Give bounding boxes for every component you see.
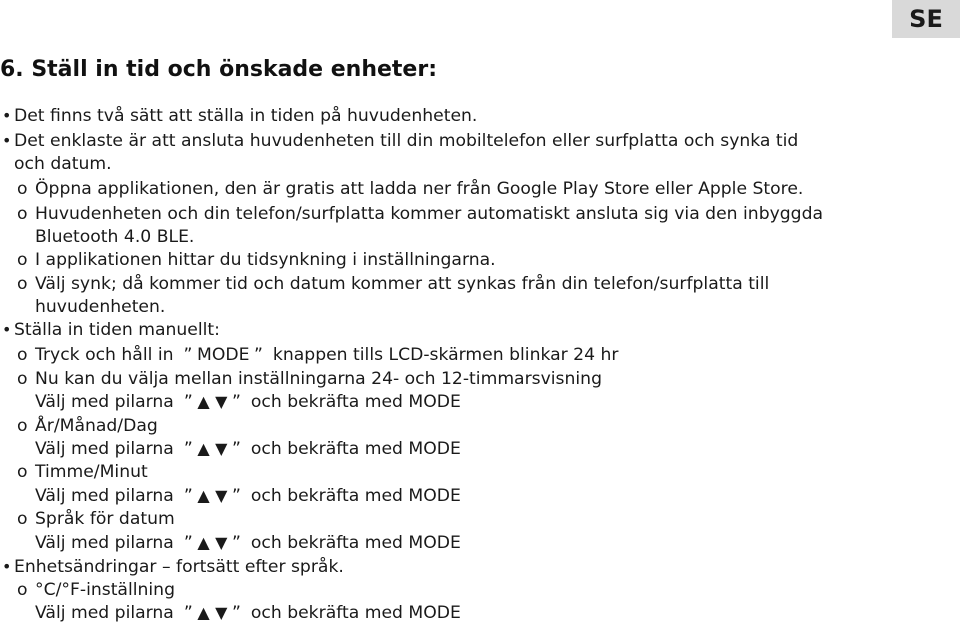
down-arrow-icon: ▼ bbox=[215, 439, 228, 458]
language-tab: SE bbox=[892, 0, 960, 38]
up-arrow-icon: ▲ bbox=[197, 392, 210, 411]
sub-bullet-icon: o bbox=[17, 462, 28, 482]
sub-bullet-icon: o bbox=[17, 204, 28, 224]
sub-bullet-icon: o bbox=[17, 580, 28, 600]
up-arrow-icon: ▲ bbox=[197, 439, 210, 458]
down-arrow-icon: ▼ bbox=[215, 486, 228, 505]
sub-bullet-icon: o bbox=[17, 369, 28, 389]
sub-bullet-icon: o bbox=[17, 250, 28, 270]
sub-bullet-icon: o bbox=[17, 179, 28, 199]
up-arrow-icon: ▲ bbox=[197, 603, 210, 622]
sub-bullet-icon: o bbox=[17, 345, 28, 365]
sub-bullet-icon: o bbox=[17, 274, 28, 294]
up-arrow-icon: ▲ bbox=[197, 486, 210, 505]
bullet-icon: • bbox=[2, 131, 12, 150]
section-heading: 6. Ställ in tid och önskade enheter: bbox=[0, 57, 438, 82]
up-arrow-icon: ▲ bbox=[197, 533, 210, 552]
sub-bullet-icon: o bbox=[17, 509, 28, 529]
down-arrow-icon: ▼ bbox=[215, 533, 228, 552]
down-arrow-icon: ▼ bbox=[215, 603, 228, 622]
bullet-icon: • bbox=[2, 320, 12, 339]
sub-bullet-icon: o bbox=[17, 416, 28, 436]
bullet-icon: • bbox=[2, 557, 12, 576]
down-arrow-icon: ▼ bbox=[215, 392, 228, 411]
bullet-icon: • bbox=[2, 106, 12, 125]
